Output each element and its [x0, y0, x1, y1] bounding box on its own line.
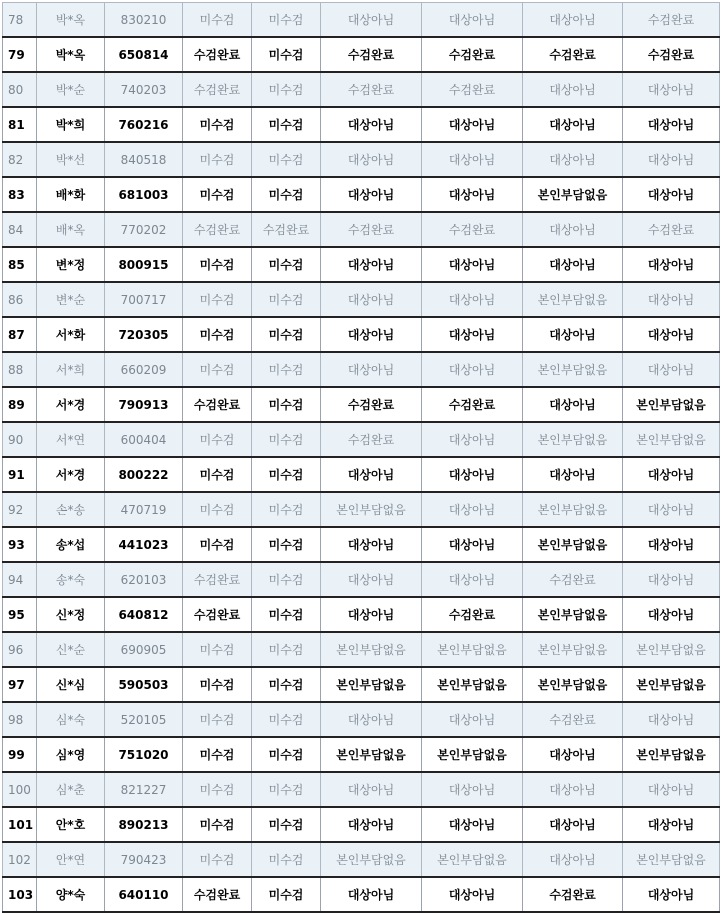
- status-cell-6: 대상아님: [623, 562, 720, 597]
- name-cell: 변*정: [37, 247, 105, 282]
- status-cell-1: 수검완료: [183, 562, 252, 597]
- birthdate-cell: 821227: [105, 772, 183, 807]
- row-number: 79: [3, 37, 37, 72]
- row-number: 91: [3, 457, 37, 492]
- status-cell-3: 대상아님: [321, 177, 422, 212]
- status-cell-5: 본인부담없음: [523, 422, 623, 457]
- status-cell-4: 대상아님: [422, 142, 523, 177]
- table-row: [3, 317, 720, 352]
- status-cell-2: 미수검: [252, 702, 321, 737]
- status-cell-4: 본인부담없음: [422, 667, 523, 702]
- birthdate-cell: 520105: [105, 702, 183, 737]
- status-cell-3: 대상아님: [321, 562, 422, 597]
- name-cell: 박*옥: [37, 3, 105, 38]
- status-cell-1: 미수검: [183, 107, 252, 142]
- status-cell-6: 대상아님: [623, 772, 720, 807]
- status-cell-3: 수검완료: [321, 37, 422, 72]
- name-cell: 박*순: [37, 72, 105, 107]
- status-cell-1: 미수검: [183, 422, 252, 457]
- birthdate-cell: 600404: [105, 422, 183, 457]
- status-cell-4: 대상아님: [422, 772, 523, 807]
- name-cell: 손*송: [37, 492, 105, 527]
- status-cell-5: 수검완료: [523, 562, 623, 597]
- status-cell-6: 대상아님: [623, 807, 720, 842]
- name-cell: 송*숙: [37, 562, 105, 597]
- table-row: [3, 37, 720, 72]
- status-cell-3: 대상아님: [321, 457, 422, 492]
- status-cell-1: 미수검: [183, 142, 252, 177]
- row-number: 92: [3, 492, 37, 527]
- status-cell-6: 본인부담없음: [623, 842, 720, 877]
- row-number: 94: [3, 562, 37, 597]
- status-cell-5: 대상아님: [523, 457, 623, 492]
- name-cell: 박*선: [37, 142, 105, 177]
- status-cell-3: 대상아님: [321, 597, 422, 632]
- status-cell-3: 수검완료: [321, 212, 422, 247]
- status-cell-2: 미수검: [252, 807, 321, 842]
- row-number: 86: [3, 282, 37, 317]
- status-cell-5: 본인부담없음: [523, 282, 623, 317]
- status-cell-6: 대상아님: [623, 492, 720, 527]
- birthdate-cell: 640812: [105, 597, 183, 632]
- name-cell: 심*춘: [37, 772, 105, 807]
- status-cell-2: 미수검: [252, 842, 321, 877]
- status-cell-5: 본인부담없음: [523, 527, 623, 562]
- status-cell-2: 미수검: [252, 597, 321, 632]
- status-cell-3: 수검완료: [321, 72, 422, 107]
- status-cell-2: 미수검: [252, 492, 321, 527]
- status-cell-3: 대상아님: [321, 877, 422, 912]
- status-cell-2: 미수검: [252, 527, 321, 562]
- name-cell: 안*연: [37, 842, 105, 877]
- status-cell-6: 대상아님: [623, 527, 720, 562]
- table-row: [3, 352, 720, 387]
- status-cell-1: 미수검: [183, 842, 252, 877]
- row-number: 96: [3, 632, 37, 667]
- status-cell-3: 대상아님: [321, 527, 422, 562]
- table-row: [3, 457, 720, 492]
- status-cell-3: 대상아님: [321, 702, 422, 737]
- status-cell-6: 대상아님: [623, 247, 720, 282]
- status-cell-4: 대상아님: [422, 3, 523, 38]
- birthdate-cell: 830210: [105, 3, 183, 38]
- status-cell-2: 미수검: [252, 457, 321, 492]
- status-cell-6: 대상아님: [623, 142, 720, 177]
- row-number: 81: [3, 107, 37, 142]
- status-cell-3: 대상아님: [321, 807, 422, 842]
- row-number: 89: [3, 387, 37, 422]
- status-cell-4: 대상아님: [422, 877, 523, 912]
- status-cell-5: 본인부담없음: [523, 632, 623, 667]
- table-body: [3, 3, 720, 913]
- table-row: [3, 562, 720, 597]
- row-number: 84: [3, 212, 37, 247]
- status-cell-2: 미수검: [252, 317, 321, 352]
- status-cell-6: 대상아님: [623, 352, 720, 387]
- status-cell-3: 수검완료: [321, 422, 422, 457]
- status-cell-5: 대상아님: [523, 737, 623, 772]
- status-cell-4: 대상아님: [422, 562, 523, 597]
- birthdate-cell: 470719: [105, 492, 183, 527]
- table-row: [3, 247, 720, 282]
- status-cell-1: 미수검: [183, 667, 252, 702]
- birthdate-cell: 681003: [105, 177, 183, 212]
- name-cell: 서*화: [37, 317, 105, 352]
- status-cell-2: 미수검: [252, 72, 321, 107]
- status-cell-2: 미수검: [252, 387, 321, 422]
- status-cell-3: 대상아님: [321, 352, 422, 387]
- status-cell-4: 대상아님: [422, 352, 523, 387]
- status-cell-5: 수검완료: [523, 702, 623, 737]
- status-cell-5: 본인부담없음: [523, 177, 623, 212]
- birthdate-cell: 700717: [105, 282, 183, 317]
- status-cell-6: 수검완료: [623, 3, 720, 38]
- name-cell: 박*희: [37, 107, 105, 142]
- status-cell-1: 미수검: [183, 772, 252, 807]
- status-cell-5: 수검완료: [523, 877, 623, 912]
- name-cell: 배*화: [37, 177, 105, 212]
- status-cell-4: 대상아님: [422, 107, 523, 142]
- birthdate-cell: 590503: [105, 667, 183, 702]
- name-cell: 배*옥: [37, 212, 105, 247]
- row-number: 90: [3, 422, 37, 457]
- status-cell-2: 미수검: [252, 247, 321, 282]
- birthdate-cell: 770202: [105, 212, 183, 247]
- name-cell: 서*연: [37, 422, 105, 457]
- status-cell-4: 대상아님: [422, 807, 523, 842]
- status-cell-1: 수검완료: [183, 877, 252, 912]
- birthdate-cell: 751020: [105, 737, 183, 772]
- status-cell-5: 대상아님: [523, 317, 623, 352]
- status-cell-3: 대상아님: [321, 142, 422, 177]
- status-cell-2: 미수검: [252, 142, 321, 177]
- status-cell-1: 미수검: [183, 492, 252, 527]
- status-cell-2: 미수검: [252, 667, 321, 702]
- status-cell-2: 미수검: [252, 632, 321, 667]
- status-cell-3: 대상아님: [321, 772, 422, 807]
- status-cell-3: 대상아님: [321, 107, 422, 142]
- row-number: 95: [3, 597, 37, 632]
- status-cell-6: 대상아님: [623, 107, 720, 142]
- status-cell-1: 미수검: [183, 457, 252, 492]
- birthdate-cell: 790423: [105, 842, 183, 877]
- row-number: 78: [3, 3, 37, 38]
- row-number: 100: [3, 772, 37, 807]
- table-row: [3, 877, 720, 912]
- status-cell-5: 대상아님: [523, 772, 623, 807]
- status-cell-4: 대상아님: [422, 702, 523, 737]
- status-cell-1: 미수검: [183, 632, 252, 667]
- status-cell-2: 미수검: [252, 3, 321, 38]
- status-cell-2: 미수검: [252, 282, 321, 317]
- status-cell-5: 대상아님: [523, 247, 623, 282]
- status-cell-1: 미수검: [183, 317, 252, 352]
- status-cell-1: 미수검: [183, 527, 252, 562]
- status-cell-6: 대상아님: [623, 457, 720, 492]
- birthdate-cell: 840518: [105, 142, 183, 177]
- table-row: [3, 772, 720, 807]
- birthdate-cell: 620103: [105, 562, 183, 597]
- birthdate-cell: 690905: [105, 632, 183, 667]
- status-cell-1: 미수검: [183, 247, 252, 282]
- status-cell-5: 대상아님: [523, 72, 623, 107]
- table-row: [3, 632, 720, 667]
- name-cell: 양*숙: [37, 877, 105, 912]
- table-row: [3, 667, 720, 702]
- status-cell-4: 대상아님: [422, 177, 523, 212]
- status-cell-2: 미수검: [252, 107, 321, 142]
- status-cell-4: 수검완료: [422, 72, 523, 107]
- birthdate-cell: 441023: [105, 527, 183, 562]
- status-cell-5: 본인부담없음: [523, 492, 623, 527]
- status-cell-4: 대상아님: [422, 317, 523, 352]
- table-row: [3, 807, 720, 842]
- status-cell-3: 대상아님: [321, 317, 422, 352]
- status-cell-3: 본인부담없음: [321, 842, 422, 877]
- table-row: [3, 142, 720, 177]
- name-cell: 신*정: [37, 597, 105, 632]
- status-cell-5: 대상아님: [523, 387, 623, 422]
- status-cell-5: 대상아님: [523, 142, 623, 177]
- status-cell-3: 대상아님: [321, 3, 422, 38]
- status-cell-6: 대상아님: [623, 72, 720, 107]
- status-cell-2: 미수검: [252, 877, 321, 912]
- table-row: [3, 422, 720, 457]
- birthdate-cell: 740203: [105, 72, 183, 107]
- table-row: [3, 702, 720, 737]
- status-cell-4: 수검완료: [422, 387, 523, 422]
- status-cell-4: 대상아님: [422, 457, 523, 492]
- status-cell-2: 미수검: [252, 562, 321, 597]
- status-cell-1: 수검완료: [183, 387, 252, 422]
- status-cell-5: 대상아님: [523, 212, 623, 247]
- name-cell: 서*경: [37, 387, 105, 422]
- row-number: 97: [3, 667, 37, 702]
- status-cell-4: 대상아님: [422, 282, 523, 317]
- status-cell-5: 본인부담없음: [523, 352, 623, 387]
- status-cell-2: 미수검: [252, 422, 321, 457]
- status-cell-3: 대상아님: [321, 282, 422, 317]
- status-cell-1: 미수검: [183, 807, 252, 842]
- row-number: 93: [3, 527, 37, 562]
- name-cell: 서*경: [37, 457, 105, 492]
- status-cell-2: 수검완료: [252, 212, 321, 247]
- status-cell-2: 미수검: [252, 737, 321, 772]
- status-cell-4: 본인부담없음: [422, 632, 523, 667]
- status-cell-5: 대상아님: [523, 807, 623, 842]
- status-cell-4: 대상아님: [422, 247, 523, 282]
- status-cell-6: 본인부담없음: [623, 422, 720, 457]
- table-row: [3, 737, 720, 772]
- birthdate-cell: 800222: [105, 457, 183, 492]
- checkup-status-table: [2, 2, 720, 913]
- table-row: [3, 212, 720, 247]
- birthdate-cell: 800915: [105, 247, 183, 282]
- status-cell-6: 본인부담없음: [623, 667, 720, 702]
- table-row: [3, 492, 720, 527]
- row-number: 87: [3, 317, 37, 352]
- status-cell-1: 미수검: [183, 702, 252, 737]
- birthdate-cell: 760216: [105, 107, 183, 142]
- birthdate-cell: 650814: [105, 37, 183, 72]
- status-cell-6: 대상아님: [623, 177, 720, 212]
- status-cell-4: 본인부담없음: [422, 842, 523, 877]
- table-row: [3, 282, 720, 317]
- status-cell-4: 대상아님: [422, 422, 523, 457]
- name-cell: 심*숙: [37, 702, 105, 737]
- status-cell-3: 본인부담없음: [321, 492, 422, 527]
- status-cell-5: 대상아님: [523, 842, 623, 877]
- name-cell: 송*섭: [37, 527, 105, 562]
- name-cell: 심*영: [37, 737, 105, 772]
- status-cell-1: 미수검: [183, 3, 252, 38]
- status-cell-6: 수검완료: [623, 37, 720, 72]
- name-cell: 신*순: [37, 632, 105, 667]
- status-cell-4: 대상아님: [422, 527, 523, 562]
- status-cell-5: 본인부담없음: [523, 667, 623, 702]
- status-cell-2: 미수검: [252, 177, 321, 212]
- birthdate-cell: 640110: [105, 877, 183, 912]
- status-cell-3: 수검완료: [321, 387, 422, 422]
- status-cell-1: 미수검: [183, 177, 252, 212]
- status-cell-4: 수검완료: [422, 597, 523, 632]
- status-cell-6: 수검완료: [623, 212, 720, 247]
- status-cell-1: 수검완료: [183, 72, 252, 107]
- status-cell-6: 대상아님: [623, 877, 720, 912]
- table-row: [3, 387, 720, 422]
- name-cell: 변*순: [37, 282, 105, 317]
- status-cell-3: 대상아님: [321, 247, 422, 282]
- status-cell-6: 대상아님: [623, 597, 720, 632]
- status-cell-6: 대상아님: [623, 317, 720, 352]
- status-cell-1: 미수검: [183, 352, 252, 387]
- status-cell-6: 대상아님: [623, 702, 720, 737]
- status-cell-2: 미수검: [252, 352, 321, 387]
- status-cell-6: 본인부담없음: [623, 632, 720, 667]
- status-cell-1: 미수검: [183, 737, 252, 772]
- status-cell-6: 대상아님: [623, 282, 720, 317]
- name-cell: 박*옥: [37, 37, 105, 72]
- row-number: 99: [3, 737, 37, 772]
- status-cell-5: 본인부담없음: [523, 597, 623, 632]
- status-cell-1: 수검완료: [183, 212, 252, 247]
- table-row: [3, 842, 720, 877]
- status-cell-1: 수검완료: [183, 37, 252, 72]
- row-number: 102: [3, 842, 37, 877]
- birthdate-cell: 720305: [105, 317, 183, 352]
- status-cell-6: 본인부담없음: [623, 387, 720, 422]
- status-cell-2: 미수검: [252, 37, 321, 72]
- row-number: 83: [3, 177, 37, 212]
- status-cell-4: 대상아님: [422, 492, 523, 527]
- row-number: 98: [3, 702, 37, 737]
- row-number: 82: [3, 142, 37, 177]
- table-row: [3, 3, 720, 38]
- table-row: [3, 107, 720, 142]
- status-cell-3: 본인부담없음: [321, 632, 422, 667]
- table-row: [3, 177, 720, 212]
- status-cell-1: 미수검: [183, 282, 252, 317]
- name-cell: 서*희: [37, 352, 105, 387]
- row-number: 80: [3, 72, 37, 107]
- table-row: [3, 72, 720, 107]
- table-row: [3, 527, 720, 562]
- status-cell-6: 본인부담없음: [623, 737, 720, 772]
- birthdate-cell: 790913: [105, 387, 183, 422]
- row-number: 101: [3, 807, 37, 842]
- status-cell-4: 수검완료: [422, 37, 523, 72]
- status-cell-2: 미수검: [252, 772, 321, 807]
- status-cell-3: 본인부담없음: [321, 667, 422, 702]
- name-cell: 안*호: [37, 807, 105, 842]
- status-cell-4: 본인부담없음: [422, 737, 523, 772]
- name-cell: 신*심: [37, 667, 105, 702]
- birthdate-cell: 890213: [105, 807, 183, 842]
- row-number: 103: [3, 877, 37, 912]
- row-number: 88: [3, 352, 37, 387]
- row-number: 85: [3, 247, 37, 282]
- status-cell-5: 대상아님: [523, 107, 623, 142]
- status-cell-3: 본인부담없음: [321, 737, 422, 772]
- status-cell-1: 수검완료: [183, 597, 252, 632]
- birthdate-cell: 660209: [105, 352, 183, 387]
- status-cell-5: 수검완료: [523, 37, 623, 72]
- table-row: [3, 597, 720, 632]
- status-cell-5: 대상아님: [523, 3, 623, 38]
- status-cell-4: 수검완료: [422, 212, 523, 247]
